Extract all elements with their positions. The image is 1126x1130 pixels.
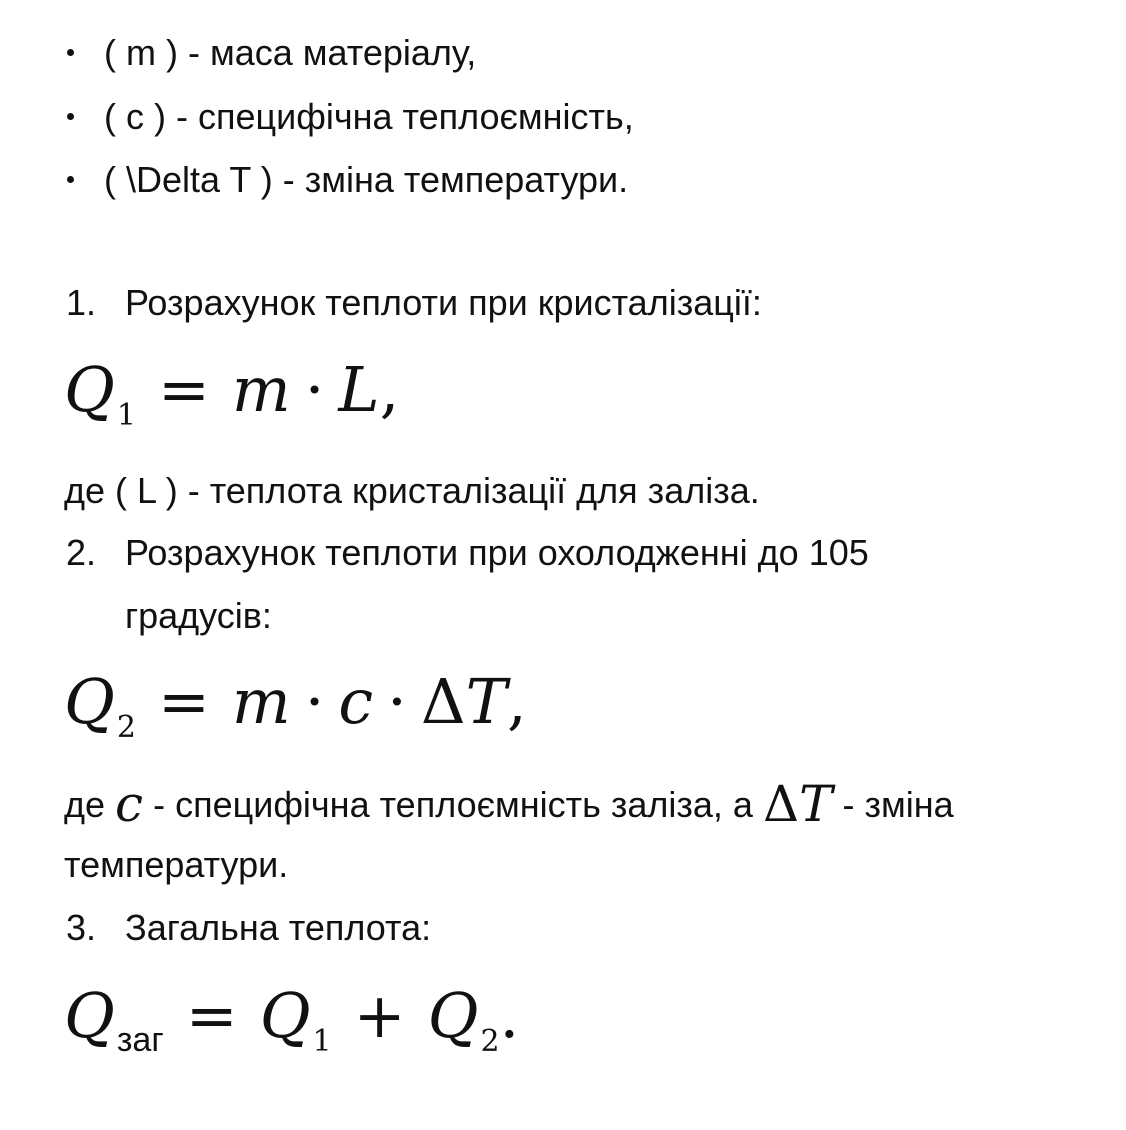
step-number: 3. [66, 907, 97, 948]
step-note: де ( L ) - теплота кристалізації для заліза. [64, 470, 760, 511]
step-note-continued: температури. [64, 844, 289, 885]
bullet-item: ( c ) - специфічна теплоємність, [104, 96, 634, 137]
step-number: 1. [66, 282, 97, 323]
formula-q2: $Q_2 = m \cdot c \cdot \Delta T$, [64, 665, 527, 745]
bullet-marker [67, 113, 74, 120]
step-title-continued: градусів: [125, 595, 272, 636]
formula-total: $Q_{заг} = Q_1 + Q_2$. [64, 979, 520, 1059]
bullet-item: ( \Delta T ) - зміна температури. [104, 159, 629, 200]
step-title: Загальна теплота: [125, 907, 432, 948]
step-title: Розрахунок теплоти при охолодженні до 105 [125, 532, 869, 573]
step-note: де c - специфічна теплоємність заліза, а ΔT - зміна [64, 775, 954, 833]
step-title: Розрахунок теплоти при кристалізації: [125, 282, 762, 323]
inline-math-c: c [115, 775, 144, 833]
bullet-item: ( m ) - маса матеріалу, [104, 32, 477, 73]
formula-q1: $Q_1 = m \cdot L$, [64, 353, 400, 433]
bullet-marker [67, 49, 74, 56]
step-number: 2. [66, 532, 97, 573]
inline-math-delta-t: ΔT [762, 775, 833, 833]
bullet-marker [67, 176, 74, 183]
